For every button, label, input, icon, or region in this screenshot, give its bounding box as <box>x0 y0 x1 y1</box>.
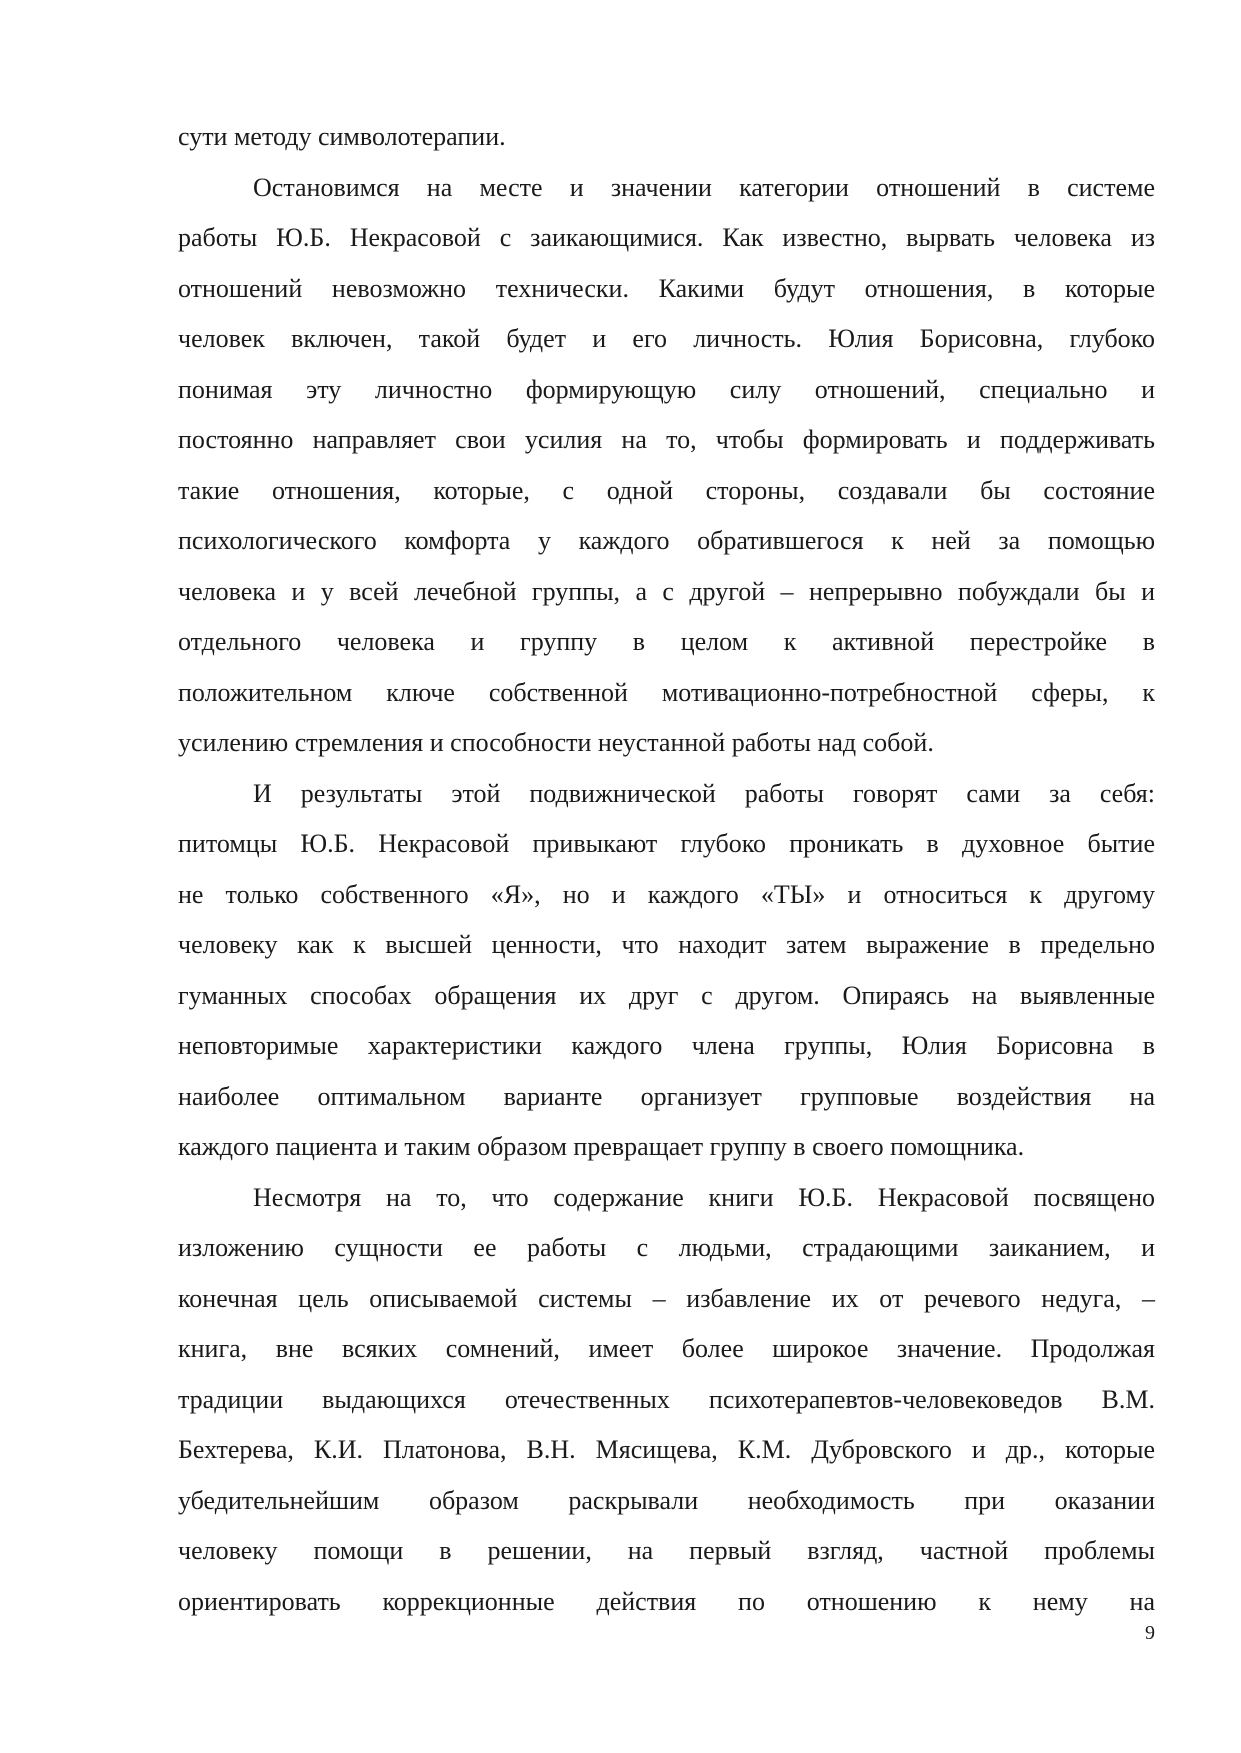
text-line: ориентировать коррекционные действия по отношению к нему на <box>178 1586 1155 1616</box>
text-line: человеку помощи в решении, на первый взгляд, частной проблемы <box>178 1536 1155 1565</box>
text-line: убедительнейшим образом раскрывали необходимость при оказании <box>178 1485 1155 1515</box>
text-line: неповторимые характеристики каждого члена группы, Юлия Борисовна в <box>178 1031 1155 1060</box>
text-line: не только собственного «Я», но и каждого «ТЫ» и относиться к другому <box>178 879 1155 909</box>
text-line: изложению сущности ее работы с людьми, страдающими заиканием, и <box>178 1233 1155 1262</box>
text-line: положительном ключе собственной мотивационно-потребностной сферы, к <box>178 677 1155 707</box>
page-number: 9 <box>1145 1622 1155 1644</box>
text-line: понимая эту личностно формирующую силу отношений, специально и <box>178 374 1155 404</box>
body-text <box>178 120 1155 1635</box>
text-line: постоянно направляет свои усилия на то, чтобы формировать и поддерживать <box>178 425 1155 454</box>
text-line: наиболее оптимальном варианте организует групповые воздействия на <box>178 1081 1155 1111</box>
text-line: отдельного человека и группу в целом к активной перестройке в <box>178 627 1155 656</box>
text-line: человека и у всей лечебной группы, а с другой – непрерывно побуждали бы и <box>178 576 1155 606</box>
text-line: традиции выдающихся отечественных психотерапевтов-человековедов В.М. <box>178 1384 1155 1414</box>
text-line: человеку как к высшей ценности, что находит затем выражение в предельно <box>178 930 1155 959</box>
text-line: конечная цель описываемой системы – избавление их от речевого недуга, – <box>178 1283 1155 1313</box>
text-line: работы Ю.Б. Некрасовой с заикающимися. Как известно, вырвать человека из <box>178 223 1155 252</box>
text-line: книга, вне всяких сомнений, имеет более широкое значение. Продолжая <box>178 1334 1155 1363</box>
paragraph-first-line: Остановимся на месте и значении категории отношений в системе <box>253 172 1155 202</box>
text-line: психологического комфорта у каждого обратившегося к ней за помощью <box>178 526 1155 555</box>
paragraph-first-line: И результаты этой подвижнической работы говорят сами за себя: <box>253 778 1155 808</box>
text-line: Бехтерева, К.И. Платонова, В.Н. Мясищева, К.М. Дубровского и др., которые <box>178 1435 1155 1464</box>
text-line: такие отношения, которые, с одной стороны, создавали бы состояние <box>178 475 1155 505</box>
text-line: усилению стремления и способности неустанной работы над собой. <box>178 728 934 757</box>
text-line: человек включен, такой будет и его личность. Юлия Борисовна, глубоко <box>178 324 1155 353</box>
text-line: сути методу символотерапии. <box>178 122 506 151</box>
text-line: питомцы Ю.Б. Некрасовой привыкают глубоко проникать в духовное бытие <box>178 829 1155 858</box>
paragraph-first-line: Несмотря на то, что содержание книги Ю.Б. Некрасовой посвящено <box>253 1182 1155 1212</box>
text-line: каждого пациента и таким образом превращает группу в своего помощника. <box>178 1132 1025 1161</box>
text-line: гуманных способах обращения их друг с другом. Опираясь на выявленные <box>178 980 1155 1010</box>
text-line: отношений невозможно технически. Какими будут отношения, в которые <box>178 273 1155 303</box>
